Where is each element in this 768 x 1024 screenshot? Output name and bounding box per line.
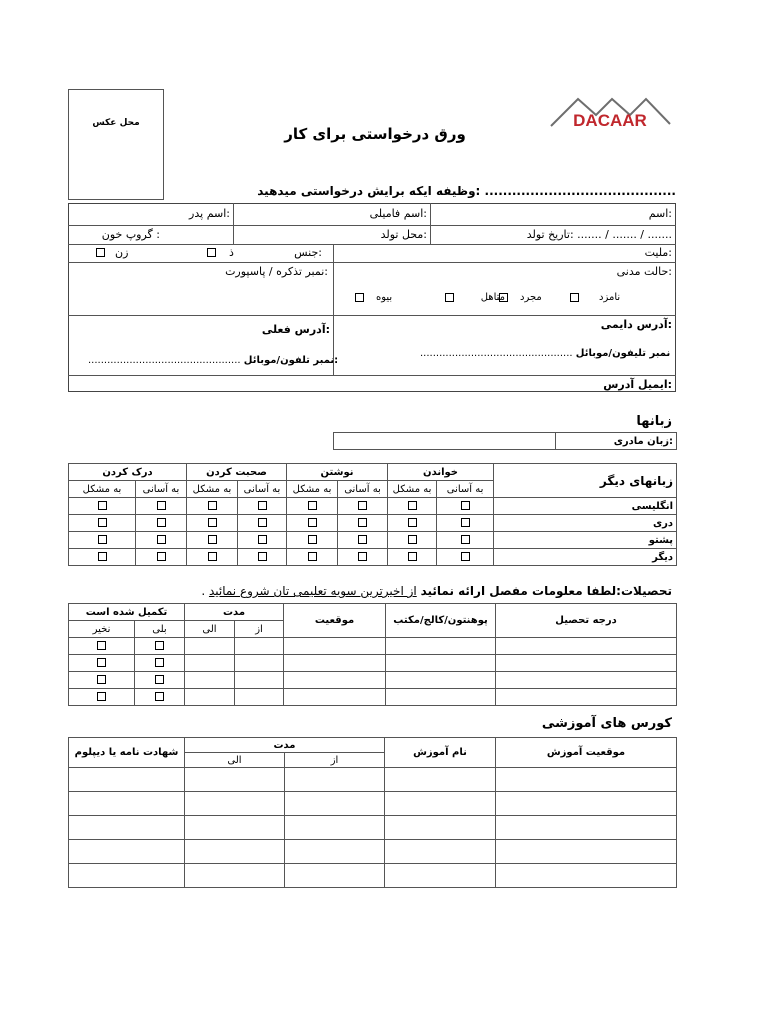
completed-checkbox[interactable] (155, 675, 164, 684)
courses-table (68, 737, 677, 888)
cell-input[interactable] (185, 689, 235, 706)
language-checkbox[interactable] (98, 535, 107, 544)
completed-checkbox[interactable] (155, 692, 164, 701)
education-heading-main: تحصیلات (620, 584, 672, 598)
cell-input[interactable] (284, 672, 386, 689)
education-row (69, 672, 677, 689)
photo-label: محل عکس (92, 118, 140, 128)
difficulty-header: به آسانی (437, 481, 494, 498)
language-checkbox[interactable] (408, 501, 417, 510)
course-row (69, 816, 677, 840)
education-table (68, 603, 677, 706)
cell-input[interactable] (185, 672, 235, 689)
marital-option-label: مجرد (520, 292, 542, 303)
language-checkbox[interactable] (358, 535, 367, 544)
male-checkbox[interactable] (207, 248, 216, 257)
cell-input[interactable] (386, 655, 496, 672)
language-checkbox[interactable] (98, 518, 107, 527)
language-checkbox[interactable] (157, 518, 166, 527)
completed-checkbox[interactable] (97, 641, 106, 650)
position-applied-label[interactable]: .......................................... :وظیفه ایکه برایش درخواستی میدهید (257, 184, 676, 198)
phone-current-dots: ................................................ (88, 355, 241, 366)
cell-input[interactable] (496, 816, 677, 840)
name-field[interactable]: :اسم (648, 207, 672, 220)
certificate-header: شهادت نامه یا دیپلوم (69, 738, 185, 768)
last-name-field[interactable]: :اسم فامیلی (369, 207, 427, 220)
skill-header: صحبت کردن (187, 464, 287, 481)
marital-checkbox[interactable] (570, 293, 579, 302)
no-header: نخیر (69, 621, 135, 638)
mother-tongue-input[interactable] (334, 433, 556, 450)
language-checkbox[interactable] (258, 552, 267, 561)
language-checkbox[interactable] (98, 552, 107, 561)
degree-header: درجه تحصیل (496, 604, 677, 638)
cell-input[interactable] (285, 768, 385, 792)
dob-field[interactable]: ....... / ....... / ....... :تاریخ تولد (526, 228, 672, 241)
duration-header: مدت (185, 604, 284, 621)
language-checkbox[interactable] (208, 552, 217, 561)
cell-input[interactable] (496, 840, 677, 864)
skill-header: نوشتن (287, 464, 388, 481)
other-languages-label: زبانهای دیگر (494, 464, 677, 498)
father-name-field[interactable]: :اسم پدر (189, 207, 230, 220)
language-name: دیگر (494, 549, 677, 566)
cell-input[interactable] (185, 864, 285, 888)
cell-input[interactable] (185, 816, 285, 840)
language-checkbox[interactable] (408, 552, 417, 561)
language-checkbox[interactable] (358, 518, 367, 527)
language-row (69, 549, 677, 566)
cell-input[interactable] (185, 768, 285, 792)
language-name: پشتو (494, 532, 677, 549)
male-label: ذ (229, 246, 234, 259)
education-heading-instruction: از اخیرترین سویه تعلیمی تان شروع نمائید (208, 584, 417, 598)
phone-permanent-label: نمبر تلیفون/موبائل (575, 348, 671, 359)
language-checkbox[interactable] (308, 518, 317, 527)
cell-input[interactable] (185, 655, 235, 672)
education-row (69, 638, 677, 655)
language-checkbox[interactable] (461, 501, 470, 510)
cell-input[interactable] (235, 689, 284, 706)
cell-input[interactable] (496, 768, 677, 792)
course-row (69, 768, 677, 792)
completed-checkbox[interactable] (155, 641, 164, 650)
institution-header: پوهنتون/کالج/مکتب (386, 604, 496, 638)
completed-checkbox[interactable] (97, 658, 106, 667)
course-row (69, 792, 677, 816)
female-checkbox[interactable] (96, 248, 105, 257)
cell-input[interactable] (285, 864, 385, 888)
phone-current-field[interactable] (88, 355, 338, 366)
course-location-header: موقعیت آموزش (496, 738, 677, 768)
from-header: از (235, 621, 284, 638)
education-row (69, 689, 677, 706)
cell-input[interactable] (385, 840, 496, 864)
courses-heading: کورس های آموزشی (541, 716, 672, 731)
birthplace-field[interactable]: :محل تولد (380, 228, 427, 241)
cell-input[interactable] (285, 816, 385, 840)
phone-permanent-dots: ................................................ (420, 348, 573, 359)
marital-checkbox[interactable] (445, 293, 454, 302)
nationality-field[interactable]: :ملیت (644, 246, 672, 259)
language-checkbox[interactable] (461, 518, 470, 527)
cell-input[interactable] (284, 655, 386, 672)
blood-group-field[interactable]: : گروپ خون (101, 228, 160, 241)
education-heading-rest: :لطفا معلومات مفصل ارائه نمائید (420, 584, 621, 598)
completed-checkbox[interactable] (155, 658, 164, 667)
cell-input[interactable] (386, 672, 496, 689)
cell-input[interactable] (386, 689, 496, 706)
language-checkbox[interactable] (157, 552, 166, 561)
cell-input[interactable] (69, 792, 185, 816)
form-title: ورق درخواستی برای کار (284, 125, 466, 143)
cell-input[interactable] (284, 689, 386, 706)
language-checkbox[interactable] (98, 501, 107, 510)
languages-heading: زبانها (636, 414, 672, 429)
location-header: موقعیت (284, 604, 386, 638)
completed-header: تکمیل شده است (69, 604, 185, 621)
language-checkbox[interactable] (461, 535, 470, 544)
yes-header: بلی (135, 621, 185, 638)
cell-input[interactable] (284, 638, 386, 655)
cell-input[interactable] (385, 792, 496, 816)
languages-table (68, 463, 677, 566)
cell-input[interactable] (496, 792, 677, 816)
phone-permanent-field[interactable] (420, 348, 670, 359)
cell-input[interactable] (496, 655, 677, 672)
cell-input[interactable] (385, 864, 496, 888)
cell-input[interactable] (385, 768, 496, 792)
marital-option-label: نامزد (599, 292, 621, 303)
cell-input[interactable] (496, 672, 677, 689)
id-passport-field[interactable]: :نمبر تذکره / پاسپورت (225, 265, 328, 278)
cell-input[interactable] (185, 792, 285, 816)
language-checkbox[interactable] (308, 501, 317, 510)
female-label: زن (115, 246, 129, 259)
education-heading: تحصیلات:لطفا معلومات مفصل ارائه نمائید از اخیرترین سویه تعلیمی تان شروع نمائید . (201, 584, 672, 598)
skill-header: درک کردن (69, 464, 187, 481)
cell-input[interactable] (386, 638, 496, 655)
cell-input[interactable] (285, 840, 385, 864)
language-checkbox[interactable] (258, 501, 267, 510)
cell-input[interactable] (185, 840, 285, 864)
language-name: انگلیسی (494, 498, 677, 515)
cell-input[interactable] (235, 638, 284, 655)
course-to-header: الی (185, 753, 285, 768)
language-checkbox[interactable] (258, 518, 267, 527)
course-row (69, 840, 677, 864)
cell-input[interactable] (235, 672, 284, 689)
permanent-address-field[interactable]: :آدرس دایمی (600, 318, 672, 331)
gender-label: :جنس (294, 246, 322, 259)
marital-option-label: متاهل (480, 292, 505, 303)
cell-input[interactable] (496, 864, 677, 888)
cell-input[interactable] (185, 638, 235, 655)
language-checkbox[interactable] (208, 535, 217, 544)
cell-input[interactable] (496, 689, 677, 706)
language-checkbox[interactable] (408, 535, 417, 544)
course-name-header: نام آموزش (385, 738, 496, 768)
language-checkbox[interactable] (208, 518, 217, 527)
marital-option-label: بیوه (376, 292, 393, 303)
cell-input[interactable] (385, 816, 496, 840)
difficulty-header: به مشکل (287, 481, 338, 498)
marital-checkbox[interactable] (355, 293, 364, 302)
course-row (69, 864, 677, 888)
language-checkbox[interactable] (258, 535, 267, 544)
difficulty-header: به مشکل (69, 481, 136, 498)
language-row (69, 532, 677, 549)
language-checkbox[interactable] (308, 552, 317, 561)
phone-current-label: :نمبر تلفون/موبائل (243, 355, 339, 366)
cell-input[interactable] (69, 816, 185, 840)
mother-tongue-table (333, 432, 677, 450)
course-from-header: از (285, 753, 385, 768)
cell-input[interactable] (235, 655, 284, 672)
cell-input[interactable] (69, 840, 185, 864)
language-checkbox[interactable] (358, 552, 367, 561)
to-header: الی (185, 621, 235, 638)
education-row (69, 655, 677, 672)
marital-status-label: :حالت مدنی (616, 265, 672, 278)
difficulty-header: به آسانی (238, 481, 287, 498)
difficulty-header: به مشکل (388, 481, 437, 498)
language-checkbox[interactable] (157, 501, 166, 510)
email-field[interactable]: :ایمیل آدرس (603, 378, 672, 391)
language-checkbox[interactable] (308, 535, 317, 544)
cell-input[interactable] (69, 864, 185, 888)
language-name: دری (494, 515, 677, 532)
skill-header: خواندن (388, 464, 494, 481)
difficulty-header: به مشکل (187, 481, 238, 498)
language-checkbox[interactable] (358, 501, 367, 510)
language-checkbox[interactable] (461, 552, 470, 561)
cell-input[interactable] (285, 792, 385, 816)
language-checkbox[interactable] (408, 518, 417, 527)
mother-tongue-label: :زبان مادری (556, 433, 677, 450)
language-row (69, 498, 677, 515)
language-checkbox[interactable] (208, 501, 217, 510)
current-address-field[interactable]: :آدرس فعلی (261, 323, 330, 336)
language-checkbox[interactable] (157, 535, 166, 544)
difficulty-header: به آسانی (338, 481, 388, 498)
course-duration-header: مدت (185, 738, 385, 753)
cell-input[interactable] (69, 768, 185, 792)
difficulty-header: به آسانی (136, 481, 187, 498)
completed-checkbox[interactable] (97, 692, 106, 701)
completed-checkbox[interactable] (97, 675, 106, 684)
photo-box (68, 89, 164, 200)
logo-text: DACAAR (573, 111, 647, 130)
language-row (69, 515, 677, 532)
dacaar-logo (548, 94, 674, 130)
cell-input[interactable] (496, 638, 677, 655)
